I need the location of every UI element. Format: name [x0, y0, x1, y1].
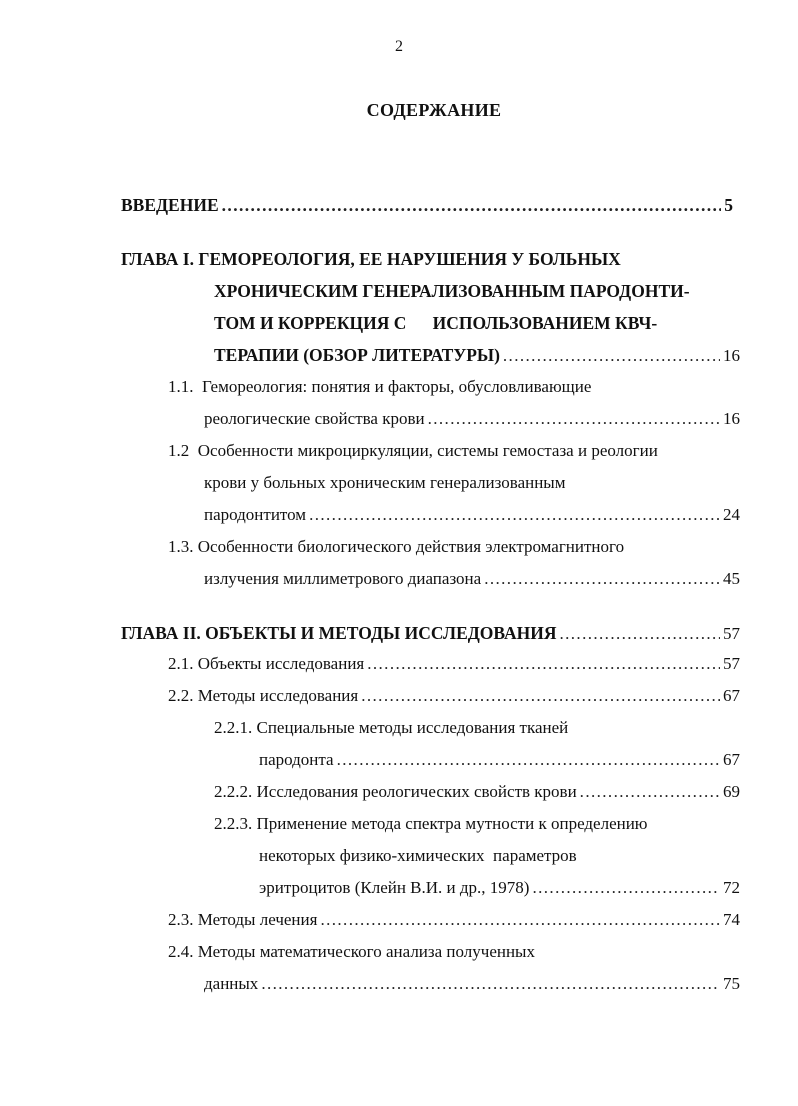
- toc-section-2-1[interactable]: [168, 652, 740, 676]
- toc-leader: [222, 193, 722, 217]
- toc-label: ГЛАВА II. ОБЪЕКТЫ И МЕТОДЫ ИССЛЕДОВАНИЯ: [121, 623, 557, 643]
- toc-label: 2.2.2. Исследования реологических свойств крови: [214, 782, 577, 801]
- toc-section-2-2-1-line1[interactable]: 2.2.1. Специальные методы исследования тканей: [214, 718, 569, 737]
- toc-page: 16: [723, 346, 740, 365]
- toc-leader: [484, 567, 720, 591]
- toc-page: 74: [723, 910, 740, 929]
- toc-page: 75: [723, 974, 740, 993]
- toc-page: 72: [723, 878, 740, 897]
- toc-section-2-4-line2[interactable]: [204, 972, 740, 996]
- page-title: СОДЕРЖАНИЕ: [366, 100, 502, 120]
- toc-section-1-2-line2[interactable]: крови у больных хроническим генерализованным: [204, 473, 566, 492]
- toc-label: реологические свойства крови: [204, 409, 425, 428]
- toc-page: 45: [723, 569, 740, 588]
- toc-label: ВВЕДЕНИЕ: [121, 195, 219, 215]
- page-number: 2: [395, 38, 403, 55]
- toc-page: 5: [724, 195, 733, 215]
- toc-label: ТЕРАПИИ (ОБЗОР ЛИТЕРАТУРЫ): [214, 345, 500, 365]
- toc-section-2-2[interactable]: [168, 684, 740, 708]
- toc-leader: [559, 622, 720, 646]
- toc-entry-intro[interactable]: [121, 193, 733, 217]
- toc-page: 67: [723, 750, 740, 769]
- toc-page: 69: [723, 782, 740, 801]
- toc-leader: [428, 407, 720, 431]
- toc-chapter1-line3[interactable]: ТОМ И КОРРЕКЦИЯ С ИСПОЛЬЗОВАНИЕМ КВЧ-: [214, 313, 658, 333]
- toc-label: пародонта: [259, 750, 334, 769]
- toc-label: 2.1. Объекты исследования: [168, 654, 365, 673]
- toc-section-1-2-line3[interactable]: [204, 503, 740, 527]
- toc-label: эритроцитов (Клейн В.И. и др., 1978): [259, 878, 530, 897]
- toc-section-1-3-line2[interactable]: [204, 567, 740, 591]
- toc-page: 24: [723, 505, 740, 524]
- toc-leader: [580, 780, 720, 804]
- toc-leader: [320, 908, 720, 932]
- toc-leader: [309, 503, 720, 527]
- toc-chapter1-line4[interactable]: [214, 343, 740, 368]
- toc-section-2-3[interactable]: [168, 908, 740, 932]
- toc-chapter1-line1[interactable]: ГЛАВА I. ГЕМОРЕОЛОГИЯ, ЕЕ НАРУШЕНИЯ У БОЛЬНЫХ: [121, 249, 621, 269]
- toc-section-2-4-line1[interactable]: 2.4. Методы математического анализа полученных: [168, 942, 535, 961]
- toc-section-2-2-3-line2[interactable]: некоторых физико-химических параметров: [259, 846, 577, 865]
- toc-section-1-2-line1[interactable]: 1.2 Особенности микроциркуляции, системы гемостаза и реологии: [168, 441, 658, 460]
- toc-page: 57: [723, 654, 740, 673]
- toc-chapter2[interactable]: [121, 621, 740, 646]
- toc-section-2-2-3-line3[interactable]: [259, 876, 740, 900]
- toc-section-1-1-line2[interactable]: [204, 407, 740, 431]
- toc-page: 67: [723, 686, 740, 705]
- toc-section-2-2-1-line2[interactable]: [259, 748, 740, 772]
- toc-leader: [361, 684, 720, 708]
- toc-page: 16: [723, 409, 740, 428]
- toc-leader: [532, 876, 720, 900]
- toc-label: 2.2. Методы исследования: [168, 686, 359, 705]
- toc-leader: [503, 344, 720, 368]
- toc-section-2-2-2[interactable]: [214, 780, 740, 804]
- toc-section-2-2-3-line1[interactable]: 2.2.3. Применение метода спектра мутности к определению: [214, 814, 648, 833]
- toc-label: 2.3. Методы лечения: [168, 910, 318, 929]
- toc-leader: [261, 972, 720, 996]
- toc-label: данных: [204, 974, 259, 993]
- toc-section-1-1-line1[interactable]: 1.1. Гемореология: понятия и факторы, обусловливающие: [168, 377, 592, 396]
- toc-section-1-3-line1[interactable]: 1.3. Особенности биологического действия электромагнитного: [168, 537, 625, 556]
- toc-leader: [367, 652, 720, 676]
- toc-chapter1-line2[interactable]: ХРОНИЧЕСКИМ ГЕНЕРАЛИЗОВАННЫМ ПАРОДОНТИ-: [214, 281, 690, 301]
- toc-leader: [337, 748, 720, 772]
- toc-label: излучения миллиметрового диапазона: [204, 569, 482, 588]
- toc-label: пародонтитом: [204, 505, 307, 524]
- toc-page: 57: [723, 624, 740, 643]
